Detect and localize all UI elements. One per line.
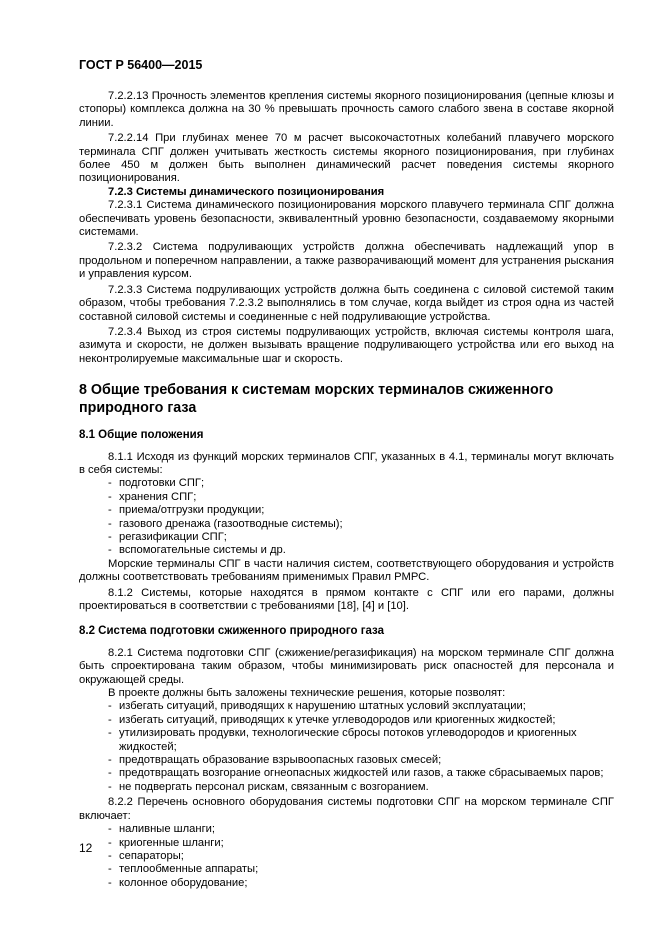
paragraph-8-1-2: 8.1.2 Системы, которые находятся в прямом контакте с СПГ или его парами, должны проектироваться в соответствии с требованиями [18], [4] и [10]. bbox=[79, 586, 614, 612]
paragraph-8-2-1: 8.2.1 Система подготовки СПГ (сжижение/регазификация) на морском терминале СПГ должна быть спроектирована таким образом, чтобы минимизировать риск опасностей для персонала и окружающей среды. bbox=[79, 646, 614, 686]
page-body bbox=[79, 90, 614, 890]
list-item: - предотвращать возгорание огнеопасных жидкостей или газов, а также сбрасываемых паров; bbox=[108, 767, 614, 780]
paragraph-7-2-3-1: 7.2.3.1 Система динамического позиционирования морского плавучего терминала СПГ должна обеспечивать уровень безопасности, эквивалентный уровню безопасности, создаваемому якорными системами. bbox=[79, 199, 614, 239]
paragraph-8-2-2: 8.2.2 Перечень основного оборудования системы подготовки СПГ на морском терминале СПГ включает: bbox=[79, 796, 614, 822]
list-item: - теплообменные аппараты; bbox=[108, 863, 614, 876]
list-item: - избегать ситуаций, приводящих к нарушению штатных условий эксплуатации; bbox=[108, 700, 614, 713]
list-item: - утилизировать продувки, технологические сбросы потоков углеводородов и криогенных жидкостей; bbox=[108, 727, 614, 754]
list-item: - вспомогательные системы и др. bbox=[108, 544, 614, 557]
paragraph-7-2-3-4: 7.2.3.4 Выход из строя системы подруливающих устройств, включая системы контроля шага, азимута и скорости, не должен вызывать вращение подруливающего устройства или его выход на неконтролируемые максимальные шаг и скорость. bbox=[79, 325, 614, 365]
list-item: - хранения СПГ; bbox=[108, 491, 614, 504]
paragraph-7-2-3-3: 7.2.3.3 Система подруливающих устройств должна быть соединена с силовой системой таким образом, чтобы требования 7.2.3.2 выполнялись в том случае, когда выйдет из строя одна из частей составной силовой системы и соединенные с ней подруливающие устройства. bbox=[79, 283, 614, 323]
document-header: ГОСТ Р 56400—2015 bbox=[79, 58, 203, 72]
page-number: 12 bbox=[79, 841, 93, 855]
list-item: - криогенные шланги; bbox=[108, 837, 614, 850]
list-item: - приема/отгрузки продукции; bbox=[108, 504, 614, 517]
list-item: - не подвергать персонал рискам, связанным с возгоранием. bbox=[108, 781, 614, 794]
list-item: - наливные шланги; bbox=[108, 823, 614, 836]
list-item: - газового дренажа (газоотводные системы); bbox=[108, 518, 614, 531]
section-8-1-title: 8.1 Общие положения bbox=[79, 429, 204, 442]
list-item: - сепараторы; bbox=[108, 850, 614, 863]
list-item: - предотвращать образование взрывоопасных газовых смесей; bbox=[108, 754, 614, 767]
section-8-title: 8 Общие требования к системам морских терминалов сжиженного природного газа bbox=[79, 382, 554, 416]
section-8-2-title: 8.2 Система подготовки сжиженного природного газа bbox=[79, 625, 385, 638]
paragraph-7-2-2-13: 7.2.2.13 Прочность элементов крепления системы якорного позиционирования (цепные клюзы и стопоры) комплекса должна на 30 % превышать прочность самого слабого звена в составе якорной линии. bbox=[79, 90, 614, 129]
list-item: - колонное оборудование; bbox=[108, 877, 614, 890]
subsection-7-2-3-title: 7.2.3 Системы динамического позиционирования bbox=[108, 185, 385, 198]
list-item: - регазификации СПГ; bbox=[108, 531, 614, 544]
equipment-list bbox=[79, 823, 614, 890]
paragraph-7-2-2-14: 7.2.2.14 При глубинах менее 70 м расчет высокочастотных колебаний плавучего морского терминала СПГ должен учитывать жесткость системы якорного позиционирования, при глубинах более 450 м должен быть выполнен динамический расчет поведения системы якорного позиционирования. bbox=[79, 132, 614, 185]
paragraph-8-1-1: 8.1.1 Исходя из функций морских терминалов СПГ, указанных в 4.1, терминалы могут включать в себя системы: bbox=[79, 450, 614, 476]
paragraph-8-1-1-b: Морские терминалы СПГ в части наличия систем, соответствующего оборудования и устройств должны соответствовать требованиям применимых Правил РМРС. bbox=[79, 557, 614, 584]
list-item: - избегать ситуаций, приводящих к утечке углеводородов или криогенных жидкостей; bbox=[108, 714, 614, 727]
paragraph-7-2-3-2: 7.2.3.2 Система подруливающих устройств должна обеспечивать надлежащий упор в продольном и поперечном направлении, а также разворачивающий момент для устранения рыскания и управления курсом. bbox=[79, 241, 614, 281]
list-item: - подготовки СПГ; bbox=[108, 477, 614, 490]
systems-list bbox=[79, 477, 614, 557]
paragraph-8-2-1-b: В проекте должны быть заложены технические решения, которые позволят: bbox=[108, 687, 506, 700]
design-solutions-list bbox=[79, 700, 614, 794]
